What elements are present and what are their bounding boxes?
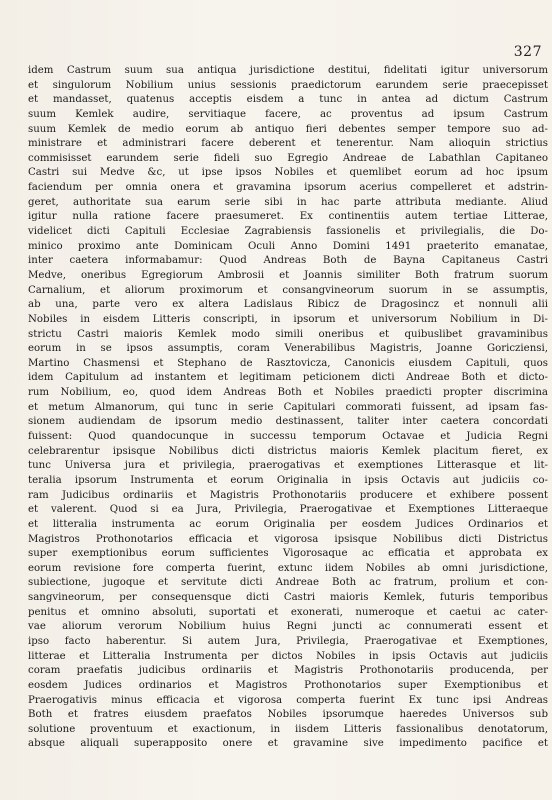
- text-line: commisisset earundem serie fideli suo Egregio Andreae de Labathlan Capitaneo: [28, 152, 548, 164]
- text-line: eorum in se ipsos assumptis, coram Venerabilibus Magistris, Joanne Goricziensi,: [28, 343, 548, 355]
- text-line: et mandasset, quatenus acceptis eisdem a tunc in antea ad dictum Castrum: [28, 94, 548, 106]
- text-line: strictu Castri maioris Kemlek modo simili oneribus et quibuslibet gravaminibus: [28, 328, 548, 340]
- text-line: litterae et Litteralia Instrumenta per dictos Nobiles in ipsis Octavis aut judiciis: [28, 650, 548, 662]
- text-line: Castri sui Medve &c, ut ipse ipsos Nobiles et quemlibet eorum ad hoc ipsum: [28, 167, 548, 179]
- text-line: super exemptionibus eorum sufficientes Vigorosaque ac efficatia et approbata ex: [28, 548, 548, 560]
- text-line: idem Capitulum ad instantem et legitimam peticionem dicti Andreae Both et dicto-: [28, 372, 548, 384]
- text-line: suum Kemlek audire, servitiaque facere, ac proventus ad ipsum Castrum: [28, 108, 548, 120]
- body-text: [28, 64, 548, 752]
- text-line: eorum revisione fore comperta fuerint, extunc iidem Nobiles ab omni jurisdictione,: [28, 562, 548, 574]
- text-line: geret, authoritate sua earum serie sibi in hac parte attributa mediante. Aliud: [28, 196, 548, 208]
- text-line: faciendum per omnia onera et gravamina ipsorum acerius compelleret et adstrin-: [28, 182, 548, 194]
- text-line: subiectione, jugoque et servitute dicti Andreae Both ac fratrum, prolium et con-: [28, 577, 548, 589]
- text-line: eosdem Judices ordinarios et Magistros Prothonotarios super Exemptionibus et: [28, 679, 548, 691]
- text-line: videlicet dicti Capituli Ecclesiae Zagrabiensis fassionelis et privilegialis, die Do-: [28, 226, 548, 238]
- text-line: teralia ipsorum Instrumenta et eorum Originalia in ipsis Octavis aut judiciis co-: [28, 474, 548, 486]
- text-line: Nobiles in eisdem Litteris conscripti, in ipsorum et universorum Nobilium in Di-: [28, 313, 548, 325]
- text-line: vae aliorum verorum Nobilium huius Regni juncti ac connumerati essent et: [28, 621, 548, 633]
- text-line: ab una, parte vero ex altera Ladislaus Ribicz de Dragosincz et nonnuli alii: [28, 299, 548, 311]
- text-line: penitus et omnino absoluti, suportati et exonerati, numeroque et caetui ac cater-: [28, 606, 548, 618]
- text-line: Magistros Prothonotarios efficacia et vigorosa ipsisque Nobilibus dicti Districtus: [28, 533, 548, 545]
- text-line: et litteralia instrumenta ac eorum Originalia per eosdem Judices Ordinarios et: [28, 518, 548, 530]
- text-line: Carnalium, et aliorum proximorum et consangvineorum suorum in se assumptis,: [28, 284, 548, 296]
- text-line: igitur nulla ratione facere praesumeret. Ex continentiis autem tertiae Litterae,: [28, 211, 548, 223]
- text-line: ministrare et administrari facere deberent et tenerentur. Nam alioquin strictius: [28, 138, 548, 150]
- text-line: sangvineorum, per consequensque dicti Castri maioris Kemlek, futuris temporibus: [28, 592, 548, 604]
- text-line: et metum Almanorum, qui tunc in serie Capitulari commorati fuissent, ad ipsam fas-: [28, 401, 548, 413]
- text-line: idem Castrum suum sua antiqua jurisdictione destitui, fidelitati igitur universorum: [28, 65, 548, 76]
- text-line: coram praefatis judicibus ordinariis et Magistris Prothonotariis producenda, per: [28, 665, 548, 677]
- text-line: minico proximo ante Dominicam Oculi Anno Domini 1491 praeterito emanatae,: [28, 240, 548, 252]
- text-line: et singulorum Nobilium unius sessionis praedictorum earundem serie praecepisset: [28, 79, 548, 91]
- text-line: celebrarentur ipsisque Nobilibus dicti districtus maioris Kemlek placitum fieret, ex: [28, 445, 548, 457]
- text-line: solutione proventuum et exactionum, in iisdem Litteris fassionalibus denotatorum,: [28, 723, 548, 735]
- text-line: tunc Universa jura et privilegia, praerogativas et exemptiones Litterasque et lit-: [28, 460, 548, 472]
- text-line: Martino Chasmensi et Stephano de Rasztovicza, Canonicis eiusdem Capituli, quos: [28, 357, 548, 369]
- text-line: Medve, oneribus Egregiorum Ambrosii et Joannis similiter Both fratrum suorum: [28, 269, 548, 281]
- text-line: ipso facto haberentur. Si autem Jura, Privilegia, Praerogativae et Exemptiones,: [28, 635, 548, 647]
- page-number: 327: [513, 44, 542, 60]
- text-line: rum Nobilium, eo, quod idem Andreas Both et Nobiles praedicti propter discrimina: [28, 387, 548, 399]
- text-line: fuissent: Quod quandocunque in successu temporum Octavae et Judicia Regni: [28, 431, 548, 443]
- text-line: Praerogativis minus efficacia et vigorosa comperta fuerint Ex tunc ipsi Andreas: [28, 694, 548, 706]
- text-line: Both et fratres eiusdem praefatos Nobiles ipsorumque haeredes Universos sub: [28, 709, 548, 721]
- text-line: ram Judicibus ordinariis et Magistris Prothonotariis producere et exhibere possent: [28, 489, 548, 501]
- text-line: sionem audiendam de ipsorum medio destinassent, taliter inter caetera concordati: [28, 416, 548, 428]
- text-line: inter caetera informabamur: Quod Andreas Both de Bayna Capitaneus Castri: [28, 255, 548, 267]
- text-line: absque aliquali superapposito onere et gravamine sive impedimento pacifice et: [28, 738, 548, 750]
- text-line: suum Kemlek de medio eorum ab antiquo fieri debentes semper tempore suo ad-: [28, 123, 548, 135]
- text-line: et valerent. Quod si ea Jura, Privilegia, Praerogativae et Exemptiones Litteraeque: [28, 504, 548, 516]
